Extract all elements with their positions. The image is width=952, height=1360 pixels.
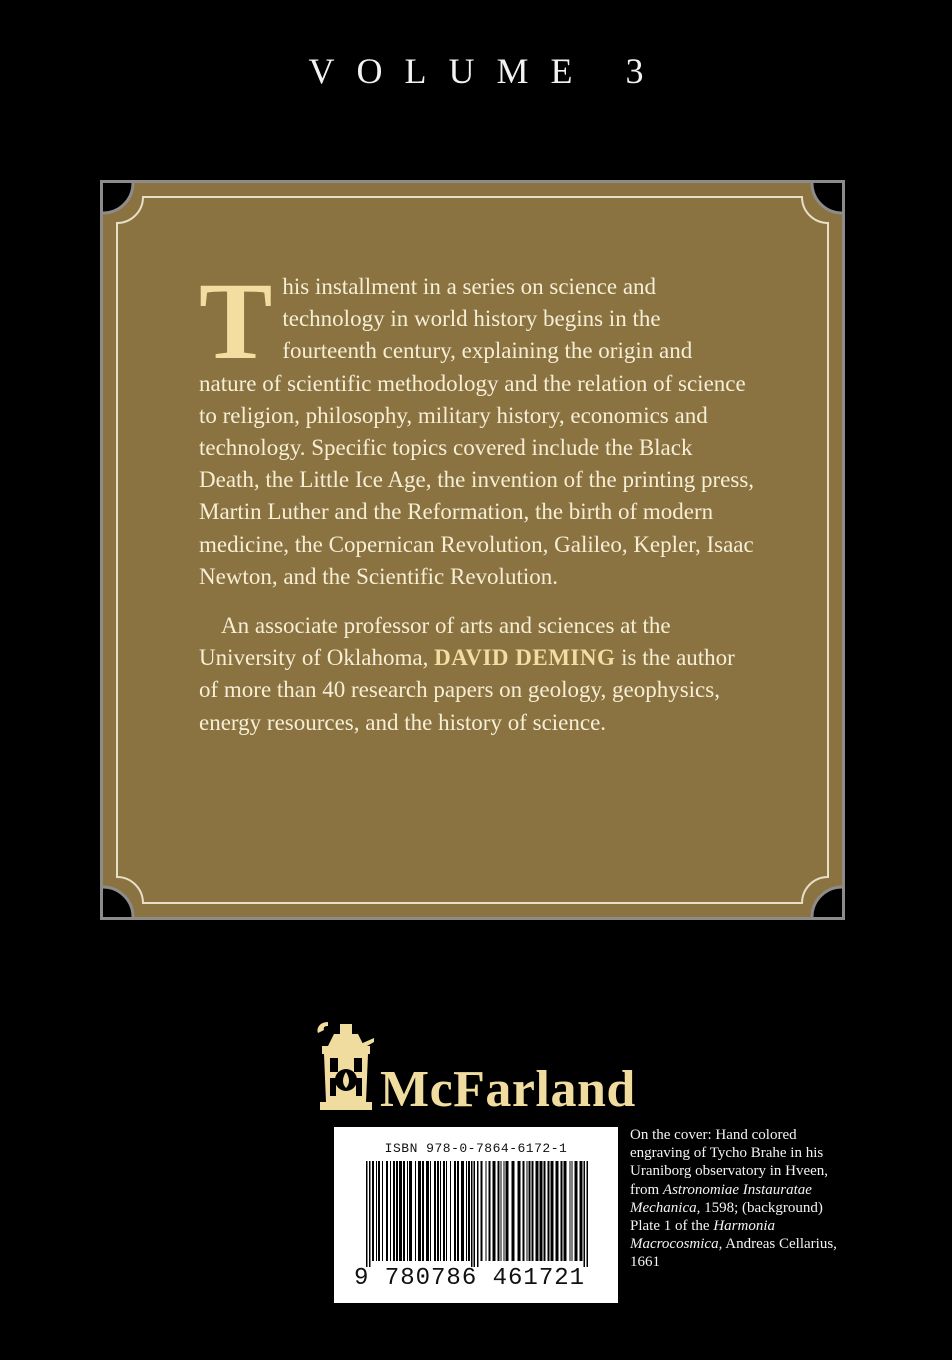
barcode-bar: [446, 1161, 447, 1261]
barcode-bar: [434, 1161, 436, 1261]
barcode-bar: [486, 1161, 487, 1261]
barcode-bar: [544, 1161, 546, 1261]
barcode-bar: [440, 1161, 441, 1261]
barcode-bar: [489, 1161, 491, 1261]
barcode-bar: [501, 1161, 502, 1261]
barcode-bar: [382, 1161, 383, 1261]
barcode-bar: [390, 1161, 391, 1261]
barcode-bar: [504, 1161, 505, 1261]
barcode-bar: [523, 1161, 525, 1261]
barcode-bar: [430, 1161, 431, 1261]
barcode-bar: [551, 1161, 554, 1261]
barcode-bar: [474, 1161, 476, 1267]
barcode-bar: [527, 1161, 528, 1261]
author-bio: [199, 610, 755, 739]
barcode-bar: [570, 1161, 571, 1261]
isbn-number: ISBN 978-0-7864-6172-1: [384, 1141, 568, 1156]
barcode-bar: [580, 1161, 583, 1261]
barcode-bar: [437, 1161, 439, 1261]
barcode-bar: [378, 1161, 380, 1261]
barcode-bar: [393, 1161, 395, 1261]
barcode-bar: [372, 1161, 374, 1261]
barcode-bar: [396, 1161, 398, 1261]
barcode-bar: [443, 1161, 445, 1261]
publisher-name: McFarland: [380, 1061, 636, 1118]
barcode-bar: [481, 1161, 483, 1261]
barcode-bar: [518, 1161, 521, 1261]
barcode-bar: [498, 1161, 500, 1261]
lantern-icon: [312, 1020, 376, 1116]
caption-text-2: 1598; (background) Plate 1 of the: [630, 1199, 823, 1235]
description-text: his installment in a series on science and technology in world history begins in the fourteenth century, explaining the origin and nature of scientific methodology and the relation of science to religion, philosophy, military history, economics and technology. Specific topics covered include the Black Death, the Little Ice Age, the invention of the printing press, Martin Luther and the Reformation, the birth of modern medicine, the Copernican Revolution, Galileo, Kepler, Isaac Newton, and the Scientific Revolution.: [199, 274, 755, 589]
barcode-bar: [564, 1161, 567, 1261]
barcode-bar: [532, 1161, 534, 1261]
caption-text-1: On the cover: Hand colored engraving of Tycho Brahe in his Uraniborg observatory in Hveen, from: [630, 1127, 829, 1198]
barcode-bar: [572, 1161, 573, 1261]
barcode-bar: [561, 1161, 563, 1261]
publisher-logo: [312, 1020, 642, 1140]
barcode-bar: [584, 1161, 586, 1267]
barcode-digits: 9 780786 461721: [354, 1265, 586, 1292]
barcode-bar: [493, 1161, 496, 1261]
barcode-bar: [386, 1161, 388, 1261]
barcode-bar: [399, 1161, 402, 1261]
description-panel: [100, 180, 845, 920]
barcode-bar: [468, 1161, 470, 1261]
barcode-bar: [457, 1161, 459, 1261]
barcode-bar: [369, 1161, 371, 1267]
barcode-bar: [461, 1161, 464, 1261]
barcode-bar: [540, 1161, 543, 1261]
drop-cap: T: [199, 260, 273, 382]
book-description: [199, 260, 755, 739]
barcode-bar: [409, 1161, 412, 1261]
description-paragraph: [199, 260, 755, 593]
barcode-bar: [407, 1161, 408, 1261]
barcode-bar: [575, 1161, 578, 1261]
barcode-bar: [418, 1161, 421, 1261]
barcode-bar: [556, 1161, 559, 1261]
barcode-bar: [454, 1161, 456, 1261]
barcode-bar: [403, 1161, 405, 1261]
barcode-bar: [376, 1161, 377, 1261]
caption-title-1: Astronomiae Instauratae Mechanica,: [630, 1181, 812, 1216]
author-name: DAVID DEMING: [434, 645, 616, 671]
barcode-bars: [366, 1161, 588, 1267]
barcode-bar: [422, 1161, 424, 1261]
barcode-bar: [506, 1161, 509, 1261]
barcode-bar: [477, 1161, 479, 1267]
barcode-bar: [536, 1161, 539, 1261]
bio-text-start: An associate professor of arts and sciences at the University of Oklahoma,: [199, 613, 671, 671]
barcode-bar: [529, 1161, 531, 1261]
caption-title-2: Harmonia Macrocosmica,: [630, 1218, 775, 1253]
barcode-bar: [466, 1161, 467, 1261]
volume-label: VOLUME 3: [308, 51, 666, 91]
caption-text-3: Andreas Cellarius, 1661: [630, 1236, 837, 1271]
barcode-bar: [548, 1161, 550, 1261]
barcode-bar: [512, 1161, 515, 1261]
cover-caption: [630, 1126, 840, 1272]
barcode-bar: [366, 1161, 368, 1267]
barcode-bar: [415, 1161, 416, 1261]
barcode-bar: [471, 1161, 473, 1267]
barcode-bar: [450, 1161, 451, 1261]
barcode-bar: [587, 1161, 589, 1267]
barcode-bar: [426, 1161, 429, 1261]
isbn-barcode: [334, 1127, 618, 1303]
bio-text-end: is the author of more than 40 research papers on geology, geophysics, energy resources, and the history of science.: [199, 645, 735, 735]
